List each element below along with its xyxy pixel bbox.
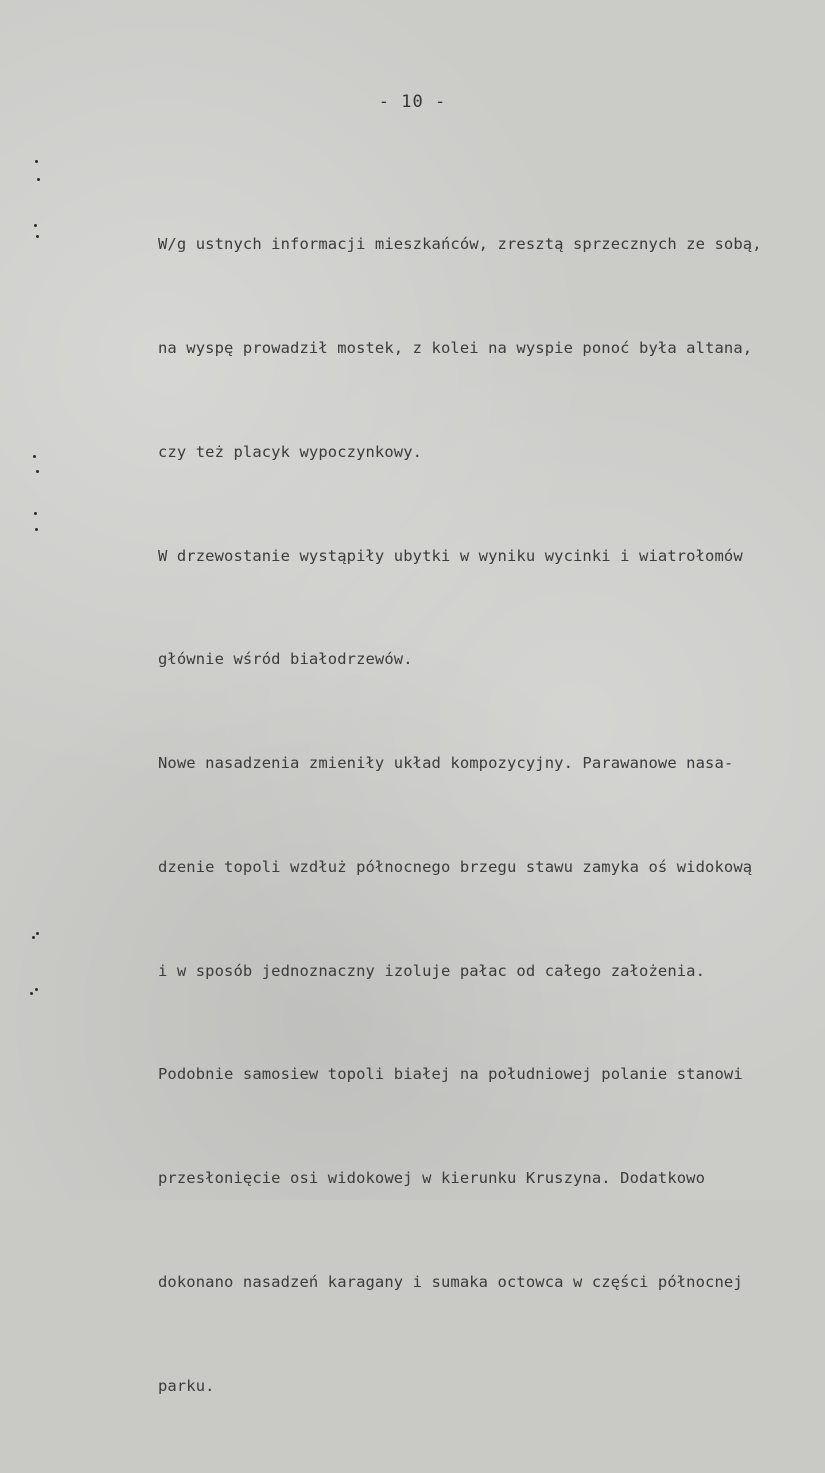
margin-mark [30,992,33,995]
margin-mark [35,160,38,163]
margin-mark [36,235,39,238]
margin-mark [36,470,39,473]
margin-mark [36,932,39,935]
text-line: dokonano nasadzeń karagany i sumaka octowca w części północnej [158,1273,743,1291]
text-line: W/g ustnych informacji mieszkańców, zresztą sprzecznych ze sobą, [158,235,762,254]
text-line: parku. [158,1376,215,1395]
margin-mark [34,512,37,515]
margin-mark [35,528,38,531]
margin-mark [35,988,38,991]
text-line: W drzewostanie wystąpiły ubytki w wyniku wycinki i wiatrołomów [158,546,743,565]
text-line: czy też placyk wypoczynkowy. [158,442,423,461]
text-line: na wyspę prowadził mostek, z kolei na wyspie ponoć była altana, [158,338,753,357]
text-line: Nowe nasadzenia zmieniły układ kompozycyjny. Parawanowe nasa- [158,754,734,773]
margin-mark [33,455,36,458]
margin-mark [32,936,35,939]
margin-mark [34,224,37,227]
text-line: głównie wśród białodrzewów. [158,650,413,669]
document-body [158,158,818,1473]
text-line: i w sposób jednoznaczny izoluje pałac od całego założenia. [158,961,706,980]
page-number: - 10 - [378,92,447,112]
text-line: dzenie topoli wzdłuż północnego brzegu stawu zamyka oś widokową [158,857,753,876]
margin-mark [37,178,40,181]
text-line: Podobnie samosiew topoli białej na południowej polanie stanowi [158,1065,743,1084]
text-line: przesłonięcie osi widokowej w kierunku Kruszyna. Dodatkowo [158,1169,706,1188]
